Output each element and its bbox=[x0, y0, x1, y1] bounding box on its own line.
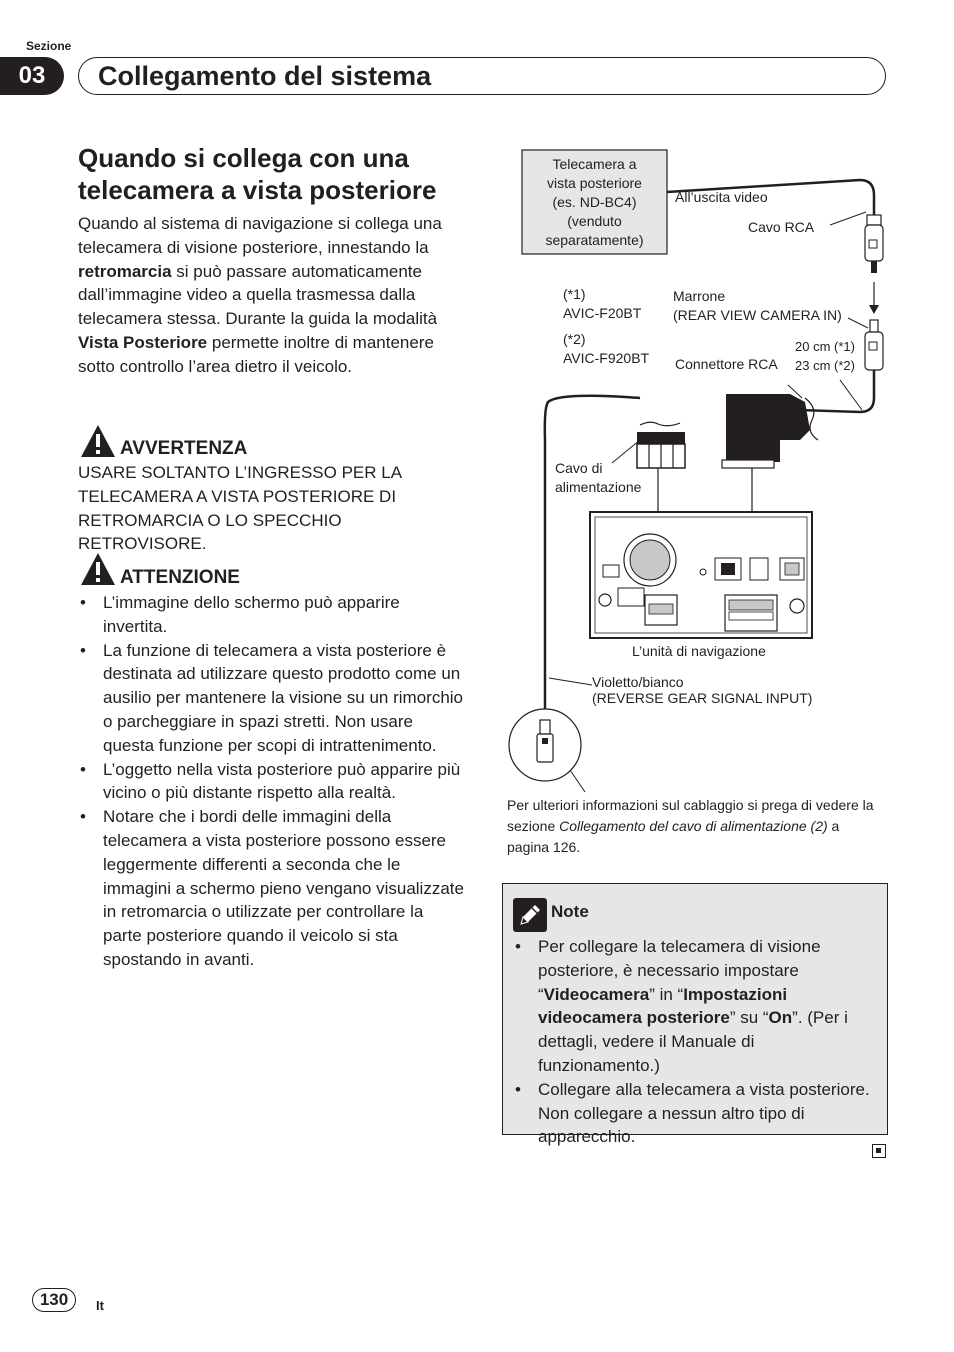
note-pencil-icon bbox=[513, 898, 547, 932]
brown-wire-signal: (REAR VIEW CAMERA IN) bbox=[673, 307, 842, 323]
caution-item: • Notare che i bordi delle immagini della telecamera a vista posteriore possono essere leggermente differenti a seconda che le immagini a schermo pieno vengano visualizzate in retromarcia o utilizzate per controllare la parte posteriore quando il veicolo si sta spostando in avanti. bbox=[78, 805, 466, 972]
camera-box-line: (venduto bbox=[567, 213, 622, 229]
video-output-label: All’uscita video bbox=[675, 189, 768, 205]
caution-list bbox=[78, 591, 466, 972]
rca-cable-label: Cavo RCA bbox=[748, 219, 815, 235]
length-label-1: 20 cm (*1) bbox=[795, 339, 855, 354]
section-title: Collegamento del sistema bbox=[98, 61, 432, 91]
note-text: ”. (Per i dettagli, vedere il Manuale di funzionamento.) bbox=[538, 1008, 848, 1075]
note-item bbox=[513, 935, 881, 1078]
camera-box-line: vista posteriore bbox=[547, 175, 642, 191]
intro-paragraph bbox=[78, 212, 470, 379]
length-label-2: 23 cm (*2) bbox=[795, 358, 855, 373]
model1-label: AVIC-F20BT bbox=[563, 305, 642, 321]
note-text: ” in “ bbox=[649, 984, 684, 1004]
intro-text-1: Quando al sistema di navigazione si collega una telecamera di visione posteriore, innestando la bbox=[78, 214, 442, 257]
brown-wire-label: Marrone bbox=[673, 288, 726, 304]
page-title-line-2: telecamera a vista posteriore bbox=[78, 175, 437, 205]
note-box bbox=[502, 883, 888, 1147]
note-heading: Note bbox=[551, 902, 589, 921]
warning-text: USARE SOLTANTO L’INGRESSO PER LA TELECAMERA A VISTA POSTERIORE DI RETROMARCIA O LO SPECCHIO RETROVISORE. bbox=[78, 463, 402, 554]
model2-label: AVIC-F920BT bbox=[563, 350, 650, 366]
caution-heading: ATTENZIONE bbox=[120, 567, 240, 588]
page-number: 130 bbox=[32, 1288, 76, 1312]
intro-text-3: permette inoltre di mantenere sotto controllo l’area dietro il veicolo. bbox=[78, 332, 434, 376]
caution-triangle-icon bbox=[80, 552, 116, 591]
section-number: 03 bbox=[0, 57, 64, 95]
note-text: Per collegare la telecamera di visione posteriore, è necessario impostare “ bbox=[538, 937, 821, 1004]
warning-heading: AVVERTENZA bbox=[120, 438, 248, 459]
wiring-diagram bbox=[500, 140, 890, 800]
model1-tag: (*1) bbox=[563, 286, 586, 302]
intro-bold-retromarcia: retromarcia bbox=[78, 261, 172, 281]
camera-box-label bbox=[522, 155, 667, 250]
caption-text-2: a pagina 126. bbox=[507, 818, 840, 855]
power-cable-label-1: Cavo di bbox=[555, 460, 603, 476]
wiring-caption bbox=[507, 795, 883, 858]
note-bold: Impostazioni videocamera posteriore bbox=[538, 984, 788, 1028]
note-bold: On bbox=[768, 1008, 793, 1028]
caution-item: • La funzione di telecamera a vista posteriore è destinata ad utilizzare questo prodotto come un ausilio per mantenere la visione su un rimorchio o parcheggiare in spazi stretti. Non usare questa funzione per scopi di intrattenimento. bbox=[78, 639, 466, 758]
language-code: It bbox=[96, 1298, 104, 1313]
end-of-section-mark bbox=[872, 1144, 886, 1158]
caption-reference: Collegamento del cavo di alimentazione (2) bbox=[559, 818, 828, 834]
warning-triangle-icon bbox=[80, 424, 116, 463]
rca-connector-label: Connettore RCA bbox=[675, 356, 778, 372]
camera-box-line: Telecamera a bbox=[552, 156, 637, 172]
page-title-line-1: Quando si collega con una bbox=[78, 143, 409, 173]
note-list bbox=[513, 935, 881, 1149]
camera-box-line: (es. ND-BC4) bbox=[552, 194, 637, 210]
caution-item: • L’immagine dello schermo può apparire invertita. bbox=[78, 591, 466, 639]
caution-item: • L’oggetto nella vista posteriore può apparire più vicino o più distante rispetto alla realtà. bbox=[78, 758, 466, 806]
camera-box-line: separatamente) bbox=[545, 232, 644, 248]
intro-text-2: si può passare automaticamente dall’immagine video a quella trasmessa dalla telecamera stessa. Durante la guida la modalità bbox=[78, 261, 438, 329]
caption-text-1: Per ulteriori informazioni sul cablaggio si prega di vedere la sezione bbox=[507, 797, 874, 834]
section-label: Sezione bbox=[26, 39, 72, 53]
power-cable-label-2: alimentazione bbox=[555, 479, 642, 495]
note-bold: Videocamera bbox=[543, 984, 650, 1004]
note-item: • Collegare alla telecamera a vista posteriore. Non collegare a nessun altro tipo di apparecchio. bbox=[513, 1078, 881, 1149]
violet-wire-label: Violetto/bianco bbox=[592, 674, 684, 690]
page-title bbox=[78, 142, 478, 206]
nav-unit-label: L’unità di navigazione bbox=[632, 643, 766, 659]
intro-bold-vista-posteriore: Vista Posteriore bbox=[78, 332, 208, 352]
violet-wire-signal: (REVERSE GEAR SIGNAL INPUT) bbox=[592, 690, 813, 706]
note-text: ” su “ bbox=[729, 1008, 769, 1028]
model2-tag: (*2) bbox=[563, 331, 586, 347]
